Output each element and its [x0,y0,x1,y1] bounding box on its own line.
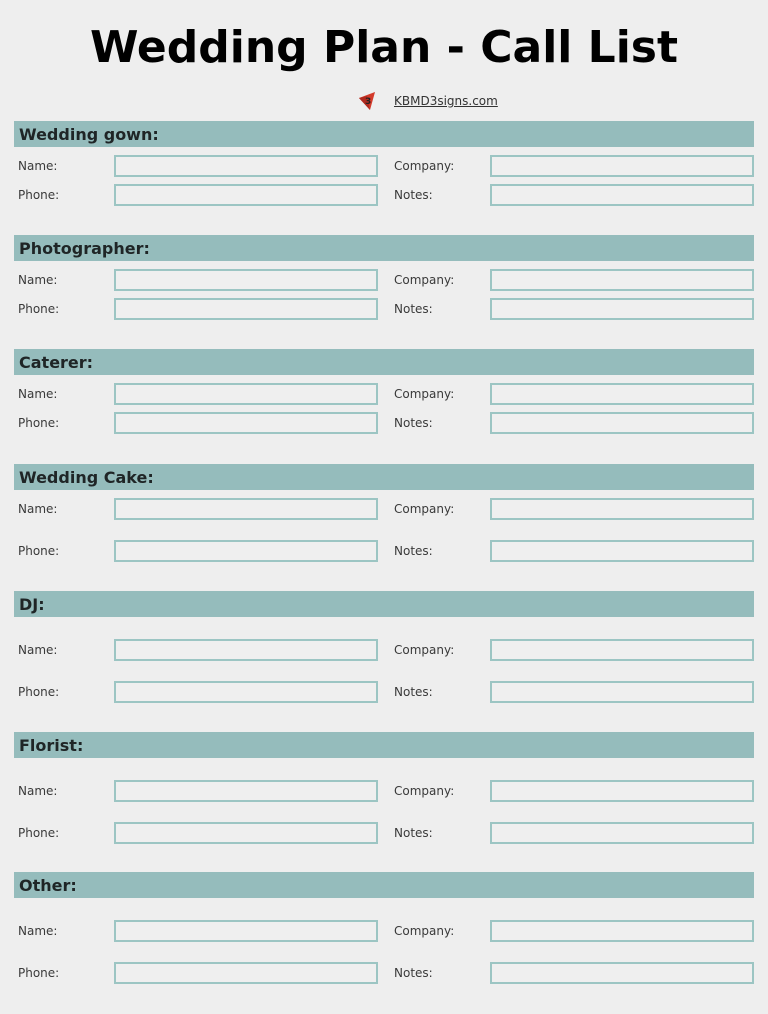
phone-label: Phone: [18,544,60,558]
notes-label: Notes: [394,302,433,316]
company-label: Company: [394,643,455,657]
brand-link[interactable]: KBMD3signs.com [394,94,498,108]
name-label: Name: [18,159,58,173]
phone-notes-row [14,540,754,562]
notes-input[interactable] [490,298,754,320]
company-label: Company: [394,924,455,938]
svg-text:3: 3 [365,97,372,107]
company-input[interactable] [490,155,754,177]
notes-label: Notes: [394,685,433,699]
phone-label: Phone: [18,685,60,699]
company-input[interactable] [490,269,754,291]
phone-notes-row [14,184,754,206]
name-label: Name: [18,784,58,798]
phone-input[interactable] [114,412,378,434]
name-input[interactable] [114,920,378,942]
notes-input[interactable] [490,540,754,562]
notes-input[interactable] [490,822,754,844]
name-label: Name: [18,273,58,287]
notes-input[interactable] [490,412,754,434]
name-input[interactable] [114,383,378,405]
phone-label: Phone: [18,826,60,840]
section-florist [14,732,754,846]
phone-notes-row [14,681,754,703]
name-input[interactable] [114,269,378,291]
company-label: Company: [394,784,455,798]
brand [358,92,498,110]
phone-label: Phone: [18,302,60,316]
section-photographer [14,235,754,321]
section-dj [14,591,754,705]
company-input[interactable] [490,383,754,405]
phone-notes-row [14,822,754,844]
phone-input[interactable] [114,298,378,320]
name-company-row [14,383,754,405]
name-company-row [14,780,754,802]
company-label: Company: [394,159,455,173]
name-label: Name: [18,643,58,657]
company-label: Company: [394,502,455,516]
notes-input[interactable] [490,184,754,206]
notes-label: Notes: [394,966,433,980]
name-company-row [14,155,754,177]
section-header: Florist: [14,732,754,758]
company-label: Company: [394,273,455,287]
section-other [14,872,754,986]
notes-label: Notes: [394,188,433,202]
phone-notes-row [14,412,754,434]
section-header: Wedding Cake: [14,464,754,490]
phone-label: Phone: [18,416,60,430]
name-company-row [14,498,754,520]
phone-input[interactable] [114,822,378,844]
name-company-row [14,920,754,942]
company-label: Company: [394,387,455,401]
section-caterer [14,349,754,435]
name-input[interactable] [114,155,378,177]
section-header: Other: [14,872,754,898]
section-header: DJ: [14,591,754,617]
phone-input[interactable] [114,681,378,703]
section-wedding-gown [14,121,754,207]
page-title: Wedding Plan - Call List [89,22,679,73]
name-input[interactable] [114,639,378,661]
name-input[interactable] [114,780,378,802]
phone-label: Phone: [18,966,60,980]
notes-input[interactable] [490,681,754,703]
name-label: Name: [18,387,58,401]
name-company-row [14,639,754,661]
name-label: Name: [18,924,58,938]
phone-input[interactable] [114,962,378,984]
name-company-row [14,269,754,291]
notes-label: Notes: [394,826,433,840]
company-input[interactable] [490,498,754,520]
section-header: Photographer: [14,235,754,261]
section-header: Caterer: [14,349,754,375]
notes-label: Notes: [394,416,433,430]
phone-input[interactable] [114,184,378,206]
kbmd3-logo-icon [358,92,376,110]
name-input[interactable] [114,498,378,520]
phone-input[interactable] [114,540,378,562]
company-input[interactable] [490,780,754,802]
company-input[interactable] [490,920,754,942]
phone-notes-row [14,298,754,320]
phone-notes-row [14,962,754,984]
name-label: Name: [18,502,58,516]
section-wedding-cake [14,464,754,564]
company-input[interactable] [490,639,754,661]
notes-input[interactable] [490,962,754,984]
phone-label: Phone: [18,188,60,202]
section-header: Wedding gown: [14,121,754,147]
notes-label: Notes: [394,544,433,558]
